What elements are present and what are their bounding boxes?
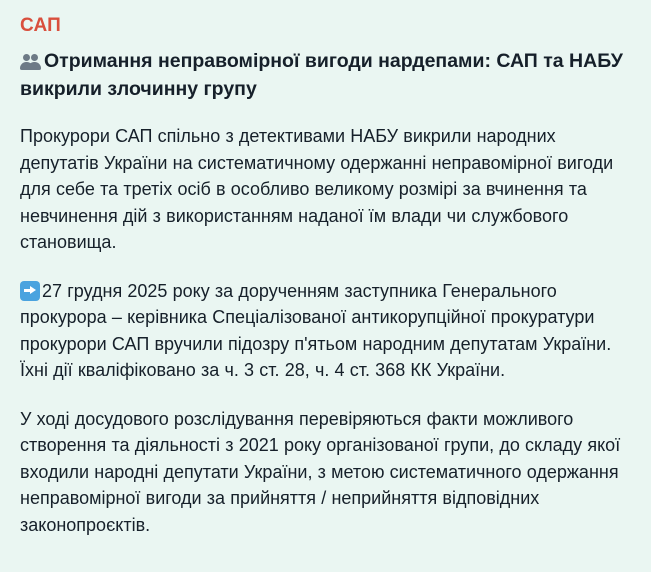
busts-in-silhouette-icon <box>20 52 42 70</box>
message-paragraph-3 <box>20 406 631 539</box>
headline-body-spacer <box>20 109 631 123</box>
message-paragraph-2-text: 27 грудня 2025 року за дорученням заступника Генерального прокурора – керівника Спеціалізованої антикорупційної прокуратури прокурори САП вручили підозру п'ятьом народним депутатам України. Їхні дії кваліфіковано за ч. 3 ст. 28, ч. 4 ст. 368 КК України. <box>20 280 612 380</box>
channel-name[interactable]: САП <box>20 15 61 36</box>
message-paragraph-2 <box>20 278 631 384</box>
message-paragraph-1 <box>20 123 631 256</box>
message-headline <box>20 47 631 103</box>
right-arrow-icon <box>20 281 40 301</box>
message-headline-text: Отримання неправомірної вигоди нардепами: САП та НАБУ викрили злочинну групу <box>20 50 623 100</box>
message-paragraph-1-text: Прокурори САП спільно з детективами НАБУ викрили народних депутатів України на систематичному одержанні неправомірної вигоди для себе та третіх осіб в особливо великому розмірі за вчинення та невчинення дій з використанням наданої їм влади чи службового становища. <box>20 126 614 252</box>
message-paragraph-3-text: У ході досудового розслідування перевіряються факти можливого створення та діяльності з 2021 року організованої групи, до складу якої входили народні депутати України, з метою систематичного одержання неправомірної вигоди за прийняття / неприйняття відповідних законопроєктів. <box>20 408 621 535</box>
